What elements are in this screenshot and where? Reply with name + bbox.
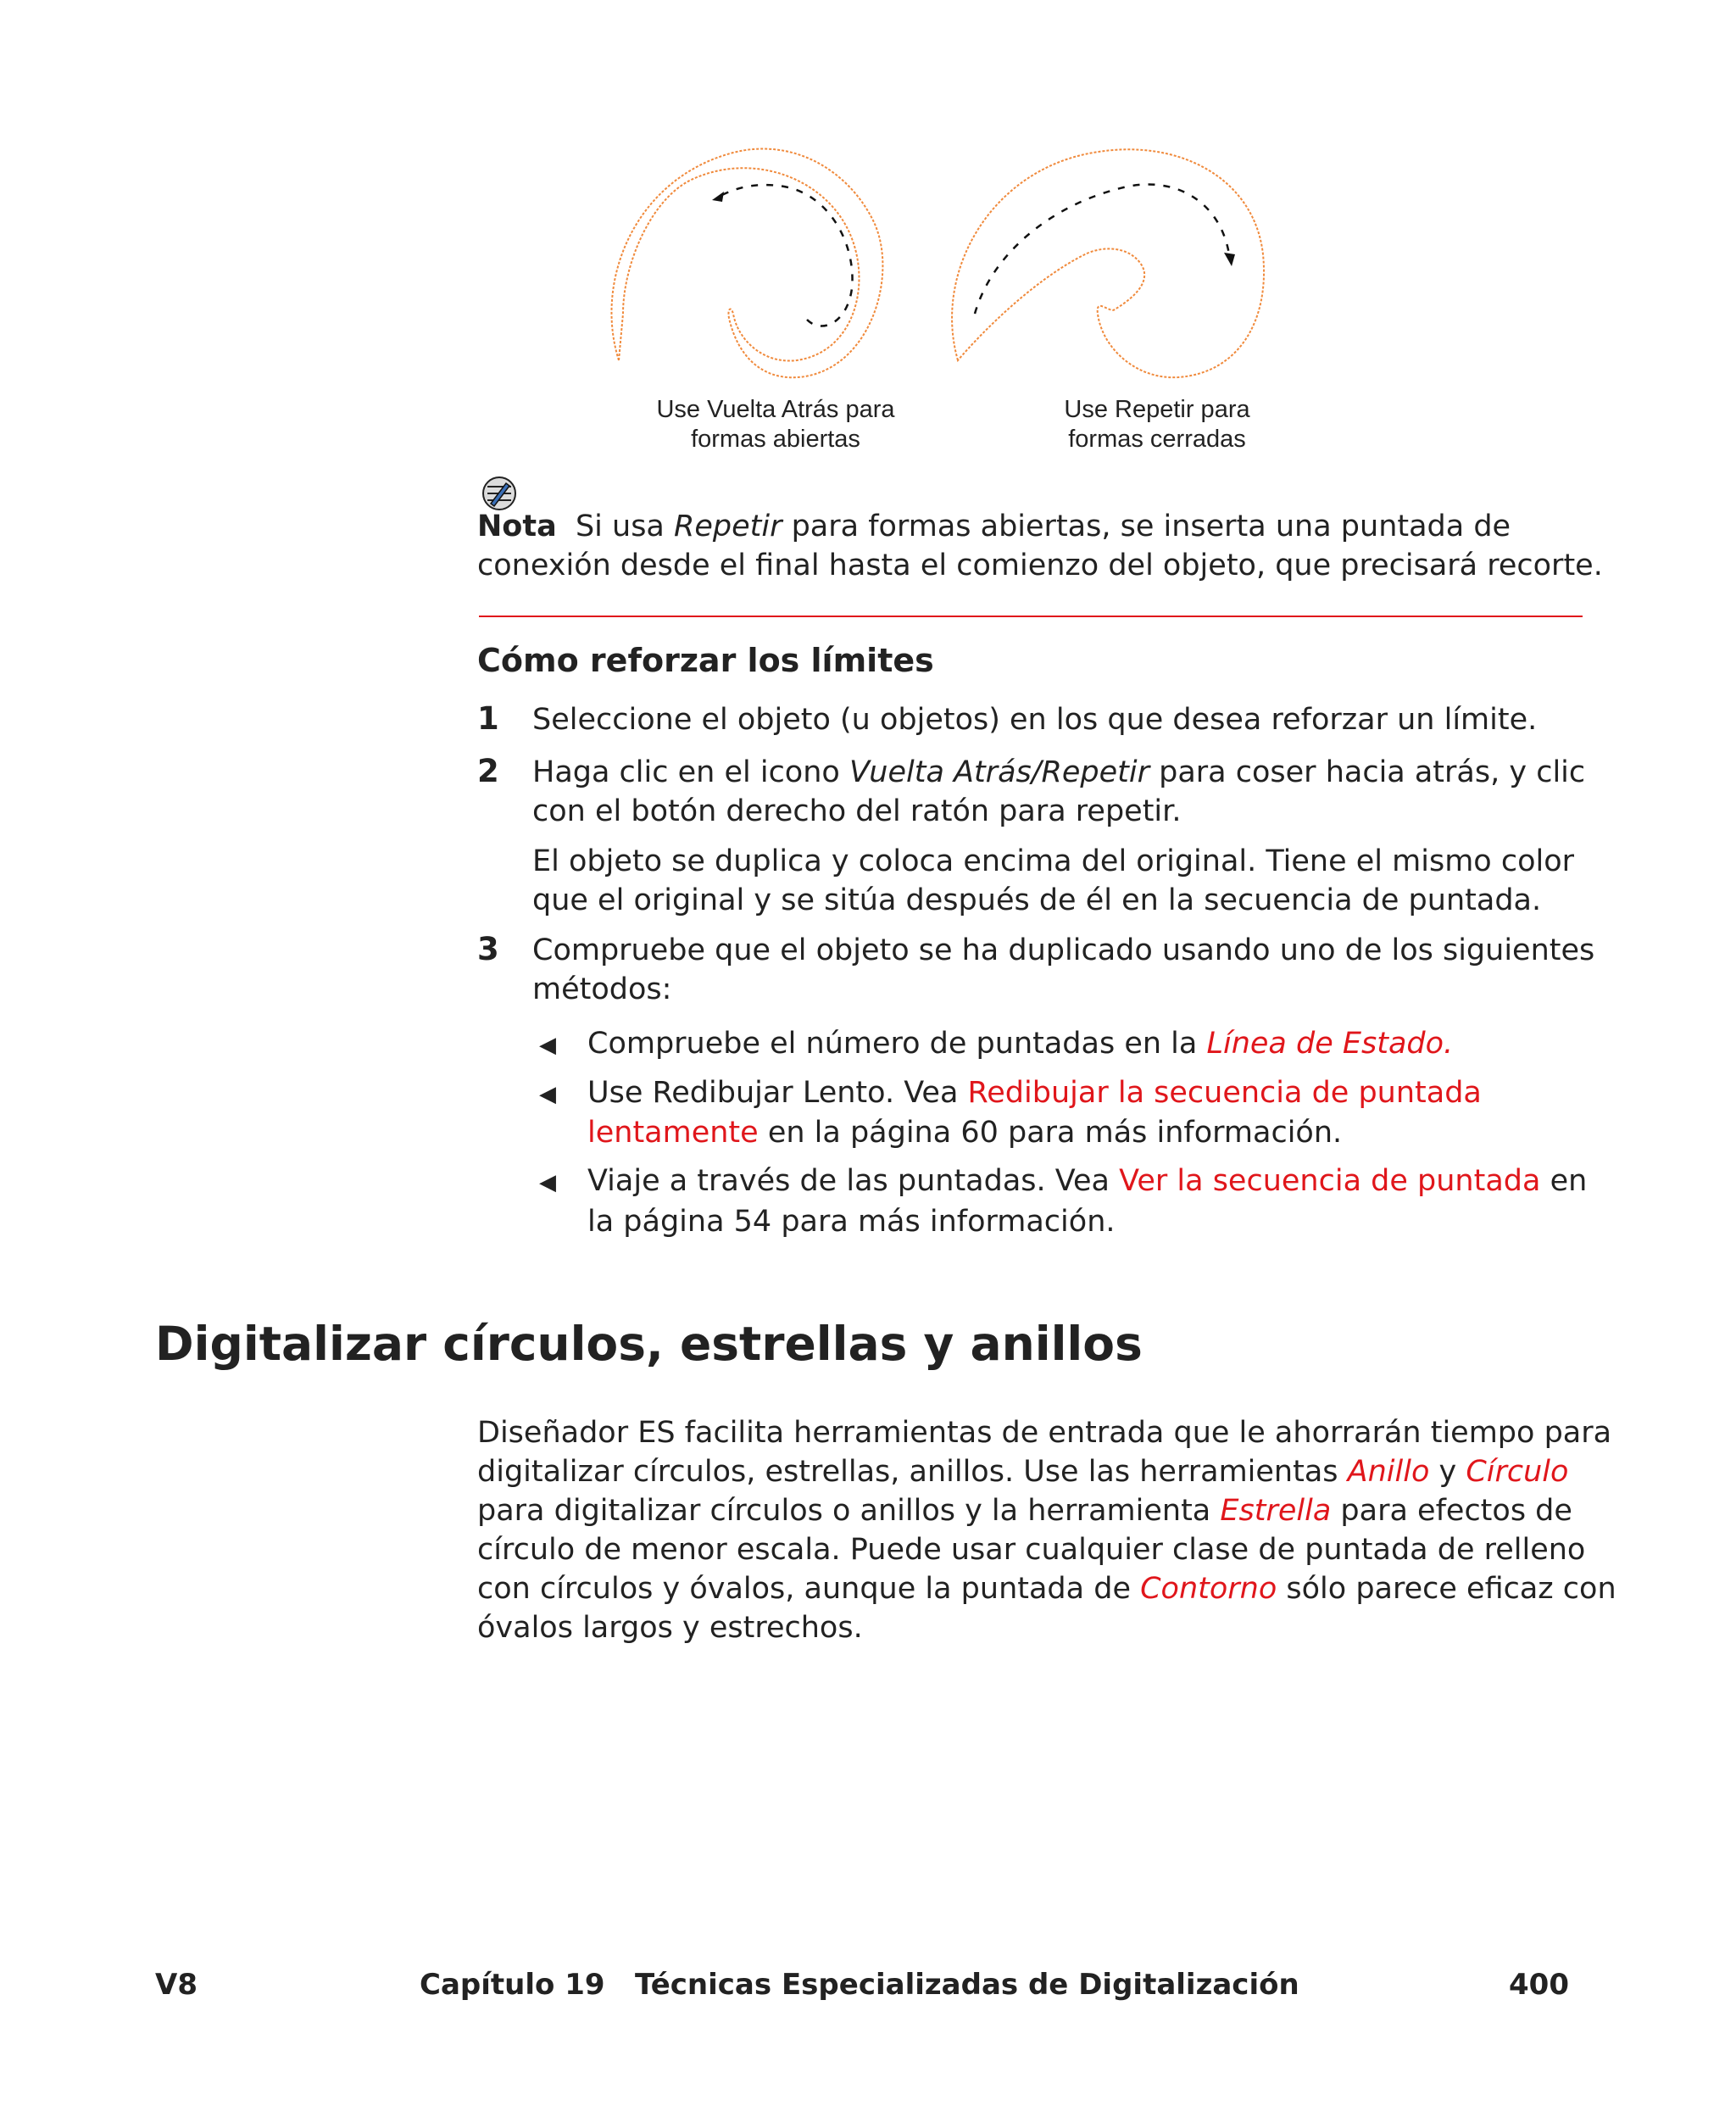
step-3-line-1: Compruebe que el objeto se ha duplicado usando uno de los siguientes bbox=[532, 933, 1595, 967]
bullet-arrow-icon: ◀ bbox=[539, 1082, 556, 1107]
repeat-path bbox=[975, 185, 1229, 314]
step-number-2: 2 bbox=[477, 753, 499, 789]
open-shape-outline bbox=[611, 149, 882, 378]
paragraph-line-1: Diseñador ES facilita herramientas de entrada que le ahorrarán tiempo para bbox=[477, 1416, 1612, 1450]
bullet-arrow-icon: ◀ bbox=[539, 1033, 556, 1058]
footer-chapter: Capítulo 19 Técnicas Especializadas de Digitalización bbox=[420, 1968, 1299, 2002]
link-redibujar-secuencia[interactable]: Redibujar la secuencia de puntada bbox=[967, 1076, 1482, 1110]
link-lentamente[interactable]: lentamente bbox=[587, 1116, 759, 1150]
note-label: Nota bbox=[477, 510, 557, 543]
link-circulo[interactable]: Círculo bbox=[1466, 1455, 1569, 1489]
closed-shape-outline bbox=[952, 149, 1264, 377]
page-heading: Digitalizar círculos, estrellas y anillos bbox=[155, 1317, 1143, 1371]
link-contorno[interactable]: Contorno bbox=[1140, 1572, 1277, 1606]
step-1-text: Seleccione el objeto (u objetos) en los que desea reforzar un límite. bbox=[532, 703, 1538, 737]
footer-page-number: 400 bbox=[1509, 1968, 1569, 2002]
stitch-diagram bbox=[593, 144, 1356, 398]
bullet-2-line-2: lentamente en la página 60 para más información. bbox=[587, 1116, 1343, 1150]
bullet-arrow-icon: ◀ bbox=[539, 1170, 556, 1195]
step-2-line-1: Haga clic en el icono Vuelta Atrás/Repetir para coser hacia atrás, y clic bbox=[532, 755, 1586, 789]
paragraph-line-4: círculo de menor escala. Puede usar cualquier clase de puntada de relleno bbox=[477, 1533, 1586, 1567]
bullet-3-line-1: Viaje a través de las puntadas. Vea Ver la secuencia de puntada en bbox=[587, 1164, 1588, 1198]
link-ver-secuencia[interactable]: Ver la secuencia de puntada bbox=[1119, 1164, 1541, 1198]
paragraph-line-2: digitalizar círculos, estrellas, anillos. Use las herramientas Anillo y Círculo bbox=[477, 1455, 1569, 1489]
backtrack-arrowhead bbox=[712, 192, 724, 202]
step-2-line-2: con el botón derecho del ratón para repetir. bbox=[532, 794, 1182, 828]
link-anillo[interactable]: Anillo bbox=[1347, 1455, 1430, 1489]
step-2-para-2: que el original y se sitúa después de él en la secuencia de puntada. bbox=[532, 883, 1542, 917]
note-line-1: Nota Si usa Repetir para formas abiertas, se inserta una puntada de bbox=[477, 510, 1511, 543]
section-divider bbox=[479, 616, 1583, 617]
paragraph-line-5: con círculos y óvalos, aunque la puntada de Contorno sólo parece eficaz con bbox=[477, 1572, 1616, 1606]
caption-open-shapes: Use Vuelta Atrás para formas abiertas bbox=[656, 396, 895, 453]
link-estrella[interactable]: Estrella bbox=[1220, 1494, 1332, 1528]
bullet-2-line-1: Use Redibujar Lento. Vea Redibujar la secuencia de puntada bbox=[587, 1076, 1482, 1110]
section-heading: Cómo reforzar los límites bbox=[477, 642, 934, 679]
paragraph-line-3: para digitalizar círculos o anillos y la herramienta Estrella para efectos de bbox=[477, 1494, 1572, 1528]
footer-version: V8 bbox=[155, 1968, 198, 2002]
step-number-1: 1 bbox=[477, 700, 499, 737]
step-2-para-1: El objeto se duplica y coloca encima del original. Tiene el mismo color bbox=[532, 844, 1575, 878]
repeat-arrowhead bbox=[1224, 253, 1235, 266]
paragraph-line-6: óvalos largos y estrechos. bbox=[477, 1611, 863, 1645]
step-number-3: 3 bbox=[477, 931, 499, 967]
caption-closed-shapes: Use Repetir para formas cerradas bbox=[1064, 396, 1250, 453]
note-line-2: conexión desde el final hasta el comienzo del objeto, que precisará recorte. bbox=[477, 549, 1603, 582]
bullet-1: Compruebe el número de puntadas en la Línea de Estado. bbox=[587, 1027, 1454, 1061]
link-linea-de-estado[interactable]: Línea de Estado. bbox=[1206, 1027, 1454, 1061]
bullet-3-line-2: la página 54 para más información. bbox=[587, 1205, 1116, 1239]
step-3-line-2: métodos: bbox=[532, 972, 672, 1006]
